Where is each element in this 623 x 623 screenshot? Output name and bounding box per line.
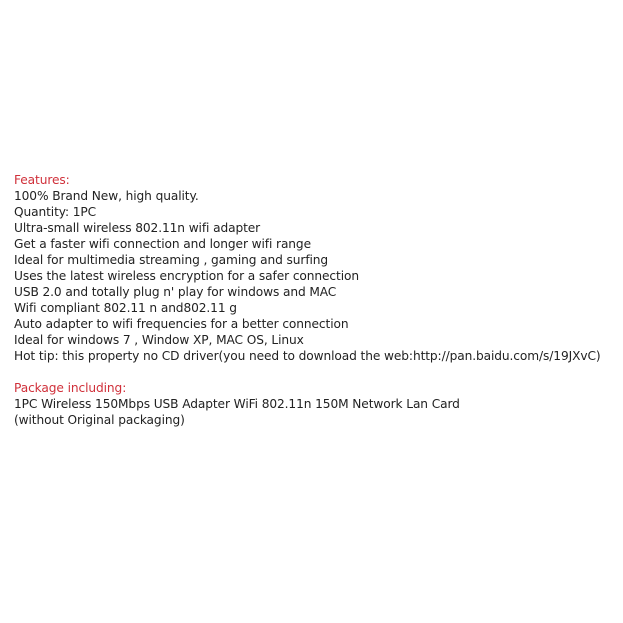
features-heading: Features: (14, 173, 70, 187)
package-heading: Package including: (14, 381, 127, 395)
package-section (14, 380, 619, 428)
feature-item: USB 2.0 and totally plug n' play for windows and MAC (14, 285, 337, 299)
package-list (14, 396, 619, 428)
feature-item: Ultra-small wireless 802.11n wifi adapter (14, 221, 261, 235)
package-item: 1PC Wireless 150Mbps USB Adapter WiFi 802.11n 150M Network Lan Card (14, 397, 460, 411)
feature-item: Ideal for windows 7 , Window XP, MAC OS, Linux (14, 333, 304, 347)
features-list (14, 188, 619, 364)
feature-item: Quantity: 1PC (14, 205, 97, 219)
features-section (14, 172, 619, 364)
feature-item: Get a faster wifi connection and longer wifi range (14, 237, 311, 251)
feature-item: Uses the latest wireless encryption for a safer connection (14, 269, 359, 283)
feature-item: Auto adapter to wifi frequencies for a better connection (14, 317, 349, 331)
feature-item: Ideal for multimedia streaming , gaming and surfing (14, 253, 329, 267)
feature-item: 100% Brand New, high quality. (14, 189, 199, 203)
product-description (14, 172, 619, 428)
hot-tip-item: Hot tip: this property no CD driver(you need to download the web:http://pan.baidu.com/s/19JXvC) (14, 349, 601, 363)
section-divider (14, 364, 619, 380)
package-item: (without Original packaging) (14, 413, 185, 427)
feature-item: Wifi compliant 802.11 n and802.11 g (14, 301, 237, 315)
